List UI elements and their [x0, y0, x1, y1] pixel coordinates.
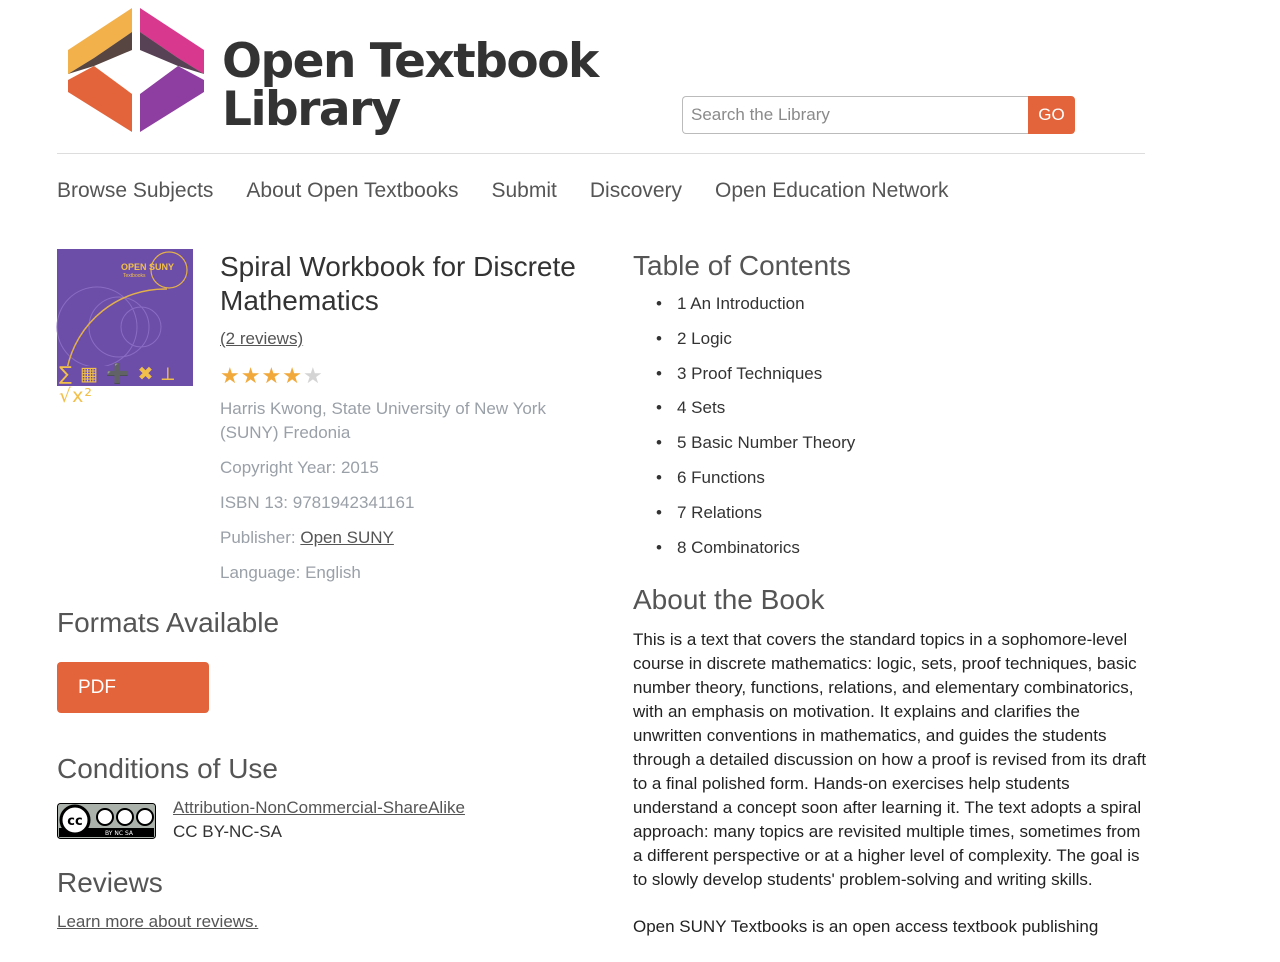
conditions-heading: Conditions of Use	[57, 753, 279, 784]
toc-item: • 2 Logic	[656, 327, 855, 362]
reviews-count-link[interactable]: (2 reviews)	[220, 329, 304, 348]
reviews-heading: Reviews	[57, 867, 163, 898]
header-divider	[57, 153, 1145, 154]
toc-item: • 7 Relations	[656, 501, 855, 536]
toc-item: • 6 Functions	[656, 466, 855, 501]
book-isbn: ISBN 13: 9781942341161	[220, 493, 415, 512]
star-rating	[220, 365, 323, 387]
cover-badge-sub: Textbooks	[123, 273, 146, 279]
cc-license-badge-icon[interactable]	[57, 803, 156, 839]
search-go-button[interactable]: GO	[1028, 96, 1075, 134]
site-logo-text[interactable]	[222, 34, 598, 137]
license-code: CC BY-NC-SA	[173, 822, 282, 841]
star-empty-icon: ★	[302, 363, 323, 388]
nav-submit[interactable]: Submit	[491, 179, 557, 202]
book-language: Language: English	[220, 563, 361, 582]
toc-item: • 1 An Introduction	[656, 292, 855, 327]
learn-more-reviews-link[interactable]: Learn more about reviews.	[57, 912, 259, 931]
book-copyright: Copyright Year: 2015	[220, 458, 379, 477]
star-filled-icon: ★	[261, 363, 282, 388]
book-author: Harris Kwong, State University of New York (SUNY) Fredonia	[220, 399, 546, 442]
star-filled-icon: ★	[240, 363, 261, 388]
book-publisher	[220, 526, 394, 550]
toc-heading: Table of Contents	[633, 250, 851, 281]
cover-math-symbols: ∑ ▦ ➕ ✖ ⟂ √x²	[59, 363, 176, 407]
cc-badge-text: BY NC SA	[105, 830, 133, 837]
about-paragraph-1: This is a text that covers the standard topics in a sophomore-level course in discrete mathematics: logic, sets, proof techniques, basic number theory, functions, relations, and elementary combinatorics, with an emphasis on motivation. It explains and clarifies the unwritten conventions in mathematics, and guides the students through a detailed discussion on how a proof is revised from its draft to a final polished form. Hands-on exercises help students understand a concept soon after learning it. The text adopts a spiral approach: many topics are revisited multiple times, sometimes from a different perspective or at a higher level of complexity. The goal is to slowly develop students' problem-solving and writing skills.	[633, 630, 1147, 889]
about-heading: About the Book	[633, 584, 825, 615]
nav-browse-subjects[interactable]: Browse Subjects	[57, 179, 214, 202]
toc-list	[656, 292, 855, 570]
main-nav	[57, 177, 982, 207]
publisher-label: Publisher:	[220, 528, 296, 547]
book-cover-image	[57, 249, 193, 407]
search-bar	[682, 96, 1075, 134]
toc-item: • 4 Sets	[656, 396, 855, 431]
cover-badge-text: OPEN SUNY	[121, 262, 175, 272]
cover-badge	[121, 262, 174, 272]
about-paragraph-2: Open SUNY Textbooks is an open access textbook publishing	[633, 917, 1099, 936]
toc-item: • 5 Basic Number Theory	[656, 431, 855, 466]
logo-line-1: Open Textbook	[222, 34, 598, 89]
pdf-download-button[interactable]: PDF	[57, 662, 209, 713]
star-filled-icon: ★	[220, 363, 240, 388]
book-title: Spiral Workbook for Discrete Mathematics	[220, 251, 576, 316]
logo-line-2: Library	[222, 82, 400, 137]
search-input[interactable]	[682, 96, 1028, 134]
toc-item: • 3 Proof Techniques	[656, 362, 855, 397]
about-text	[633, 628, 1153, 962]
site-logo-icon[interactable]	[66, 8, 206, 132]
publisher-link[interactable]: Open SUNY	[300, 528, 394, 547]
nav-open-education-network[interactable]: Open Education Network	[715, 179, 949, 202]
toc-item: • 8 Combinatorics	[656, 536, 855, 571]
nav-about-open-textbooks[interactable]: About Open Textbooks	[246, 179, 459, 202]
star-filled-icon: ★	[282, 363, 302, 388]
svg-text:cc: cc	[67, 814, 83, 829]
license-link[interactable]: Attribution-NonCommercial-ShareAlike	[173, 798, 465, 817]
formats-heading: Formats Available	[57, 607, 280, 638]
nav-discovery[interactable]: Discovery	[589, 179, 683, 202]
